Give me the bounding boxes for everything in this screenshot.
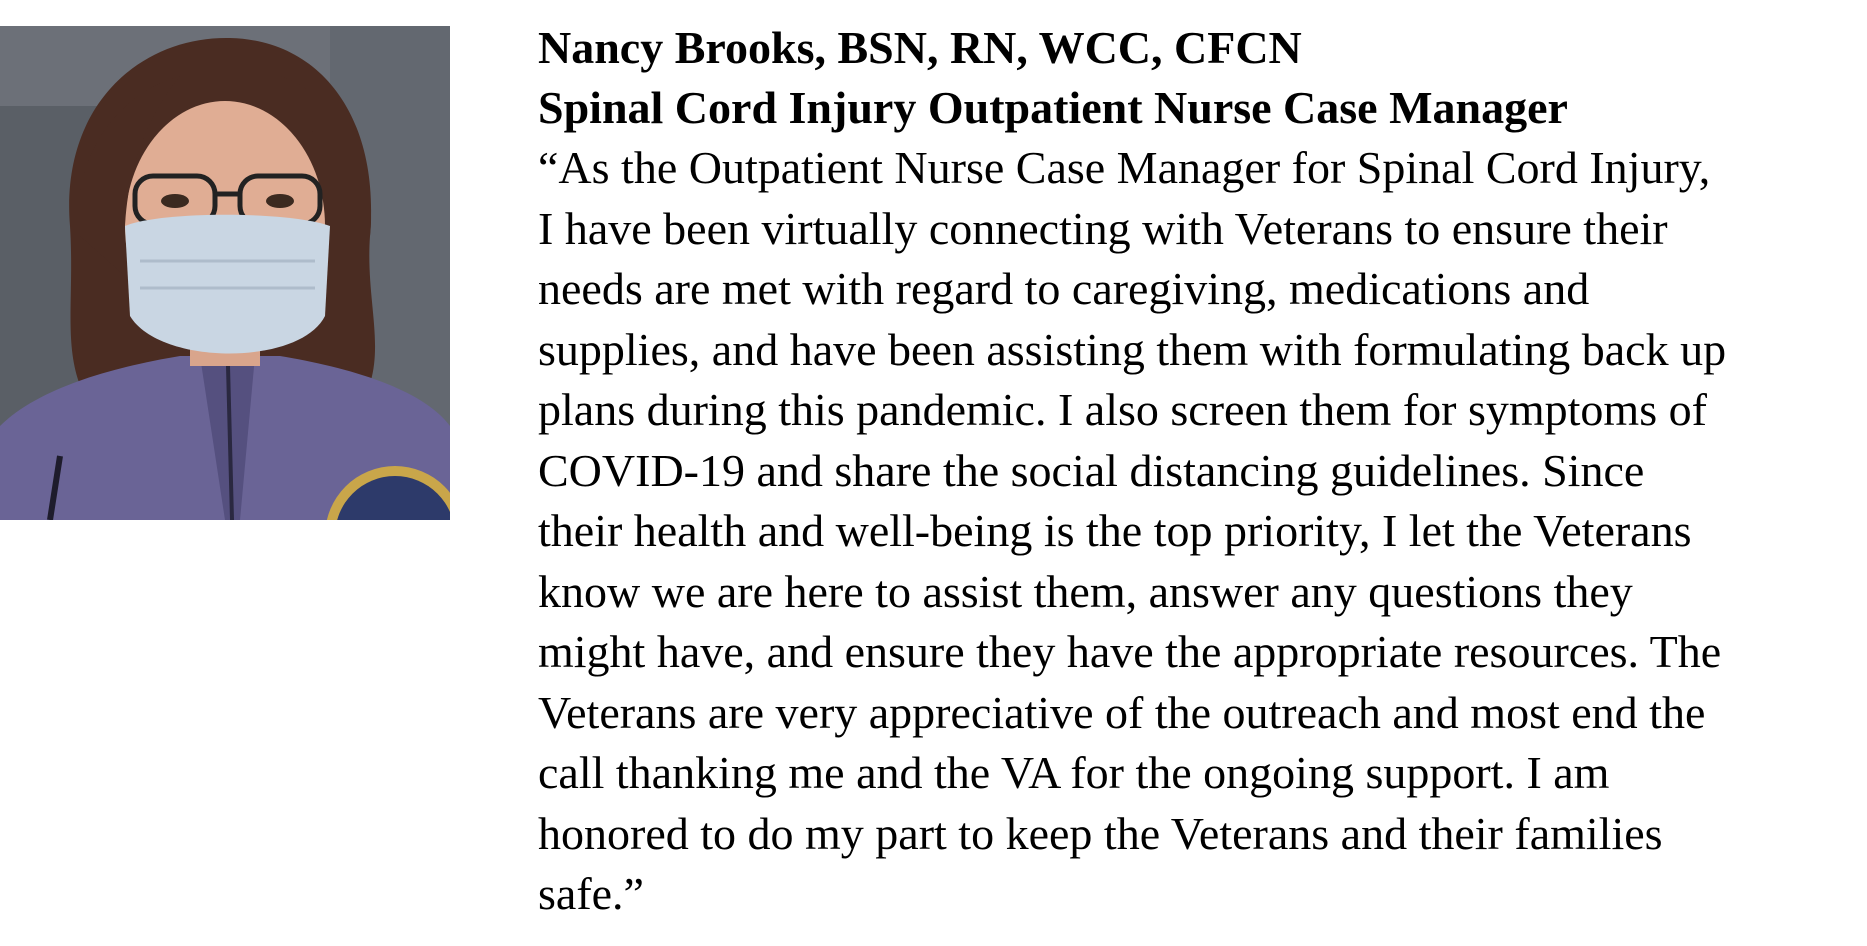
quote-line: their health and well-being is the top priority, I let the Veterans xyxy=(538,505,1692,556)
testimonial-quote xyxy=(538,138,1858,925)
quote-line: honored to do my part to keep the Veterans and their families xyxy=(538,807,1663,859)
portrait-illustration xyxy=(0,26,450,520)
quote-line: COVID-19 and share the social distancing guidelines. Since xyxy=(538,444,1645,496)
quote-line: call thanking me and the VA for the ongoing support. I am xyxy=(538,747,1610,798)
quote-line: Veterans are very appreciative of the outreach and most end the xyxy=(538,686,1706,738)
person-title: Spinal Cord Injury Outpatient Nurse Case Manager xyxy=(538,82,1568,133)
quote-line: know we are here to assist them, answer any questions they xyxy=(538,565,1633,617)
testimonial xyxy=(538,18,1858,925)
person-name: Nancy Brooks, BSN, RN, WCC, CFCN xyxy=(538,22,1302,73)
quote-line: might have, and ensure they have the appropriate resources. The xyxy=(538,626,1722,677)
quote-line: supplies, and have been assisting them with formulating back up xyxy=(538,323,1727,375)
quote-line: “As the Outpatient Nurse Case Manager for Spinal Cord Injury, xyxy=(538,142,1711,193)
quote-line: I have been virtually connecting with Veterans to ensure their xyxy=(538,202,1668,254)
quote-line: needs are met with regard to caregiving, medications and xyxy=(538,263,1590,314)
quote-line: safe.” xyxy=(538,868,644,919)
quote-line: plans during this pandemic. I also screen them for symptoms of xyxy=(538,384,1707,435)
portrait-photo xyxy=(0,26,450,520)
